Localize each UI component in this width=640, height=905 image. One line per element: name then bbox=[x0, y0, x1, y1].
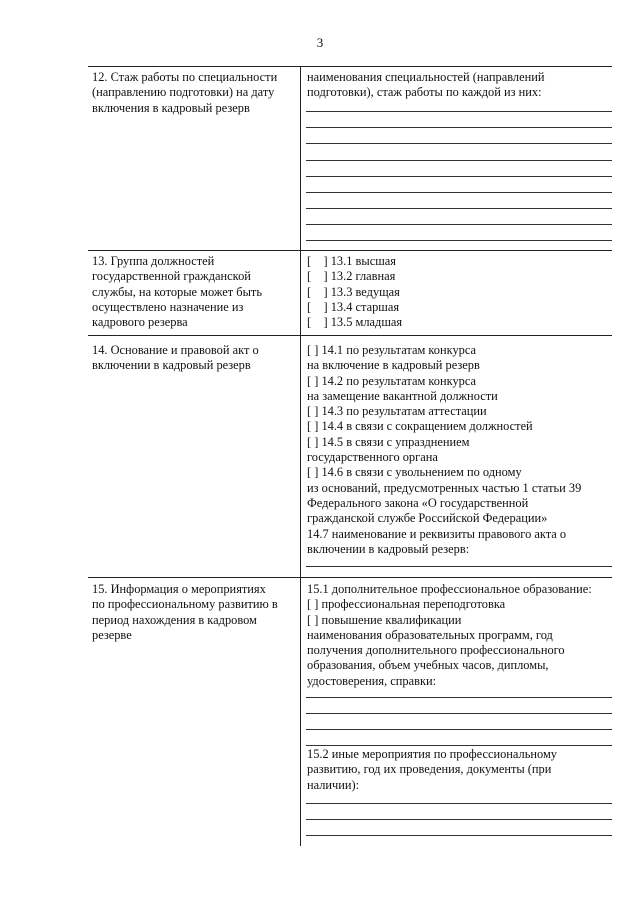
section-13-options bbox=[307, 254, 612, 330]
section-14-options: [ ] 14.1 по результатам конкурса на включение в кадровый резерв [ ] 14.2 по результатам конкурса на замещение вакантной должности [ ] 14.3 по результатам аттестации [ ] 14.4 в связи с сокращением должностей [ ] 14.5 в связи с упразднением государственного органа [ ] 14.6 в связи с увольнением по одному из оснований, предусмотренных частью 1 статьи 39 Федерального закона «О государственной гражданской службе Российской Федерации» 14.7 наименование и реквизиты правового акта о включении в кадровый резерв: bbox=[307, 343, 582, 556]
section-13-bottom-border bbox=[88, 335, 612, 336]
section-14-answer-line[interactable] bbox=[306, 566, 612, 567]
section-15-1-text: 15.1 дополнительное профессиональное образование: [ ] профессиональная переподготовка [ ] повышение квалификации наименования образовательных программ, год получения дополнительного профессионального образования, объем учебных часов, дипломы, удостоверения, справки: bbox=[307, 582, 592, 688]
table-top-border bbox=[88, 66, 612, 67]
column-divider bbox=[300, 66, 301, 846]
page-number: 3 bbox=[316, 35, 324, 50]
section-14-bottom-border bbox=[88, 577, 612, 578]
checkbox-13-2[interactable]: [ ] 13.2 главная bbox=[307, 269, 396, 284]
checkbox-13-5[interactable]: [ ] 13.5 младшая bbox=[307, 315, 403, 330]
section-15-2-text: 15.2 иные мероприятия по профессиональному развитию, год их проведения, документы (при наличии): bbox=[307, 747, 558, 792]
checkbox-13-1[interactable]: [ ] 13.1 высшая bbox=[307, 254, 396, 268]
section-13-label: 13. Группа должностей государственной гражданской службы, на которые может быть осуществлено назначение из кадрового резерва bbox=[92, 254, 262, 330]
checkbox-13-4[interactable]: [ ] 13.4 старшая bbox=[307, 299, 400, 314]
section-15-label: 15. Информация о мероприятиях по профессиональному развитию в период нахождения в кадровом резерве bbox=[92, 582, 278, 642]
section-14-label: 14. Основание и правовой акт о включении в кадровый резерв bbox=[92, 343, 259, 373]
checkbox-13-3[interactable]: [ ] 13.3 ведущая bbox=[307, 284, 400, 299]
section-12-prompt: наименования специальностей (направлений подготовки), стаж работы по каждой из них: bbox=[307, 70, 545, 100]
section-12-bottom-border bbox=[88, 250, 612, 251]
section-12-label: 12. Стаж работы по специальности (направлению подготовки) на дату включения в кадровый резерв bbox=[92, 70, 278, 115]
